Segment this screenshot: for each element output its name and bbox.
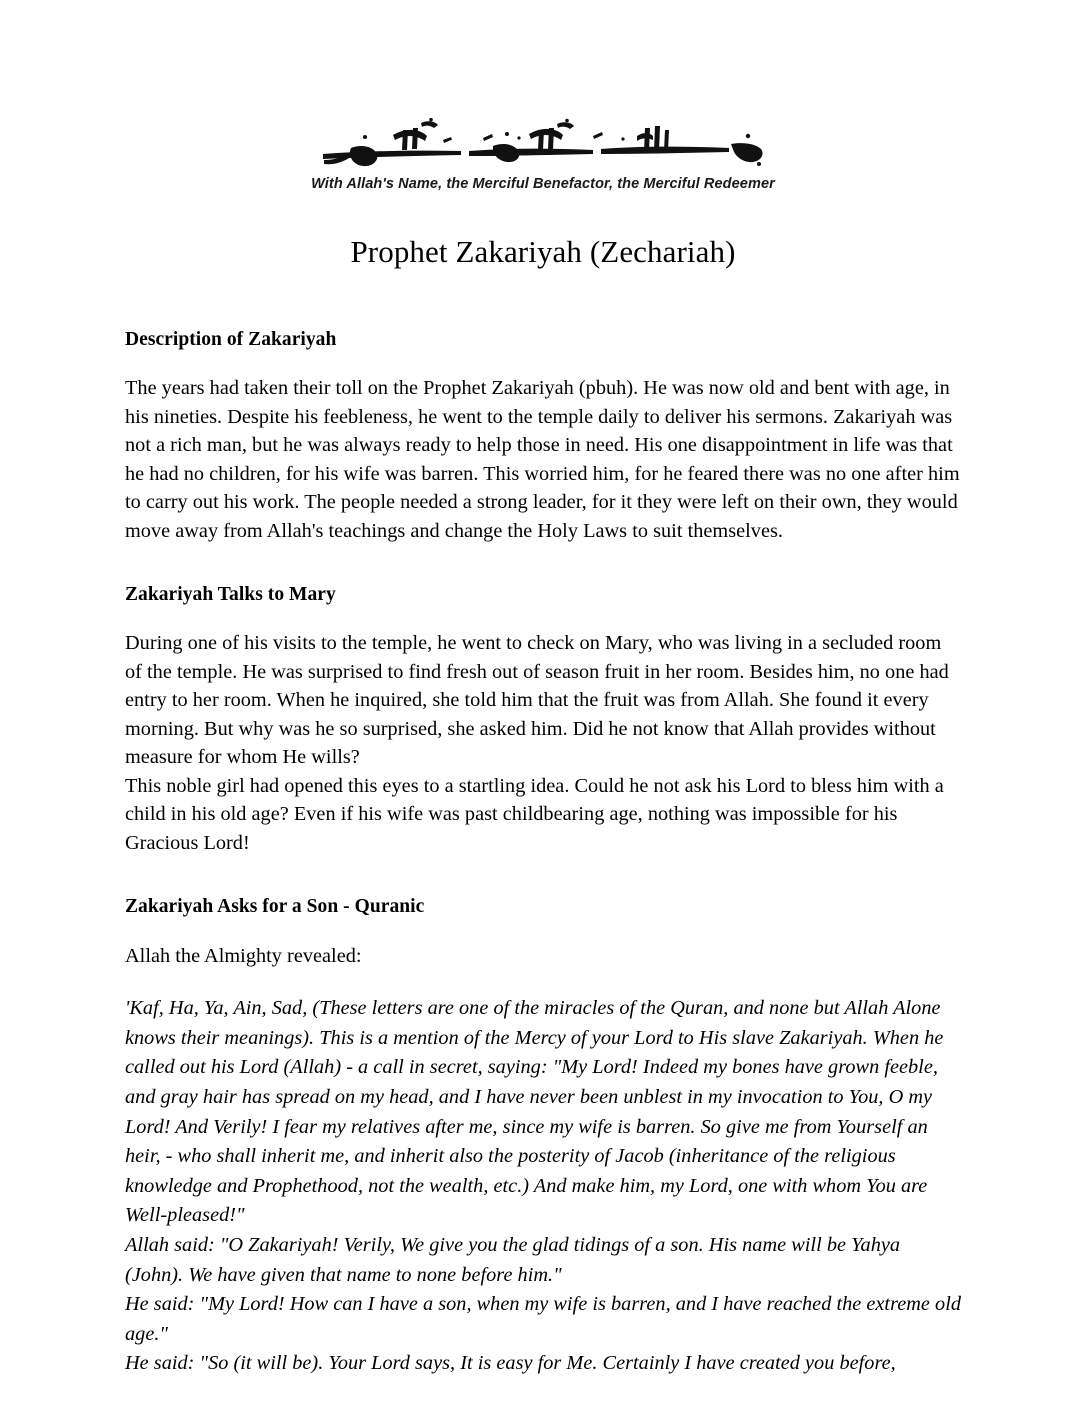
quran-passage-line-3: He said: "My Lord! How can I have a son, when my wife is barren, and I have reached the extreme old age." [125,1293,962,1345]
basmala-header [125,0,961,192]
quran-passage-line-2: Allah said: "O Zakariyah! Verily, We give you the glad tidings of a son. His name will be Yahya (John). We have given that name to none before him." [125,1234,901,1286]
heading-zakariyah-asks-for-a-son: Zakariyah Asks for a Son - Quranic [125,896,425,918]
heading-zakariyah-talks-to-mary: Zakariyah Talks to Mary [125,584,336,606]
document-content [125,0,961,1379]
quran-passage-line-1: 'Kaf, Ha, Ya, Ain, Sad, (These letters are one of the miracles of the Quran, and none but Allah Alone knows their meanings). This is a mention of the Mercy of your Lord to His slave Zakariyah. When he called out his Lord (Allah) - a call in secret, saying: "My Lord! Indeed my bones have grown feeble, and gray hair has spread on my head, and I have never been unblest in my invocation to You, O my Lord! And Verily! I fear my relatives after me, since my wife is barren. So give me from Yourself an heir, - who shall inherit me, and inherit also the posterity of Jacob (inheritance of the religious knowledge and Prophethood, not the wealth, etc.) And make him, my Lord, one with whom You are Well-pleased!" [125,997,944,1227]
bismillah-calligraphy-icon [293,118,793,174]
page-title: Prophet Zakariyah (Zechariah) [350,234,736,269]
paragraph-noble-girl: This noble girl had opened this eyes to a startling idea. Could he not ask his Lord to bless him with a child in his old age? Even if his wife was past childbearing age, nothing was impossible for his Gracious Lord! [125,774,944,854]
paragraph-description: The years had taken their toll on the Prophet Zakariyah (pbuh). He was now old and bent with age, in his nineties. Despite his feebleness, he went to the temple daily to deliver his sermons. Zakariyah was not a rich man, but he was always ready to help those in need. His one disappointment in life was that he had no children, for his wife was barren. This worried him, for he feared there was no one after him to carry out his work. The people needed a strong leader, for it they were left on their own, they would move away from Allah's teachings and change the Holy Laws to suit themselves. [125,377,960,542]
basmala-caption: With Allah's Name, the Merciful Benefactor, the Merciful Redeemer [311,176,775,192]
quran-passage-line-4: He said: "So (it will be). Your Lord says, It is easy for Me. Certainly I have created you before, [125,1352,896,1375]
heading-description-of-zakariyah: Description of Zakariyah [125,328,337,350]
paragraph-revealed-intro: Allah the Almighty revealed: [125,944,362,967]
paragraph-mary-visit: During one of his visits to the temple, he went to check on Mary, who was living in a secluded room of the temple. He was surprised to find fresh out of season fruit in her room. Besides him, no one had entry to her room. When he inquired, she told him that the fruit was from Allah. She found it every morning. But why was he so surprised, she asked him. Did he not know that Allah provides without measure for whom He wills? [125,632,949,769]
